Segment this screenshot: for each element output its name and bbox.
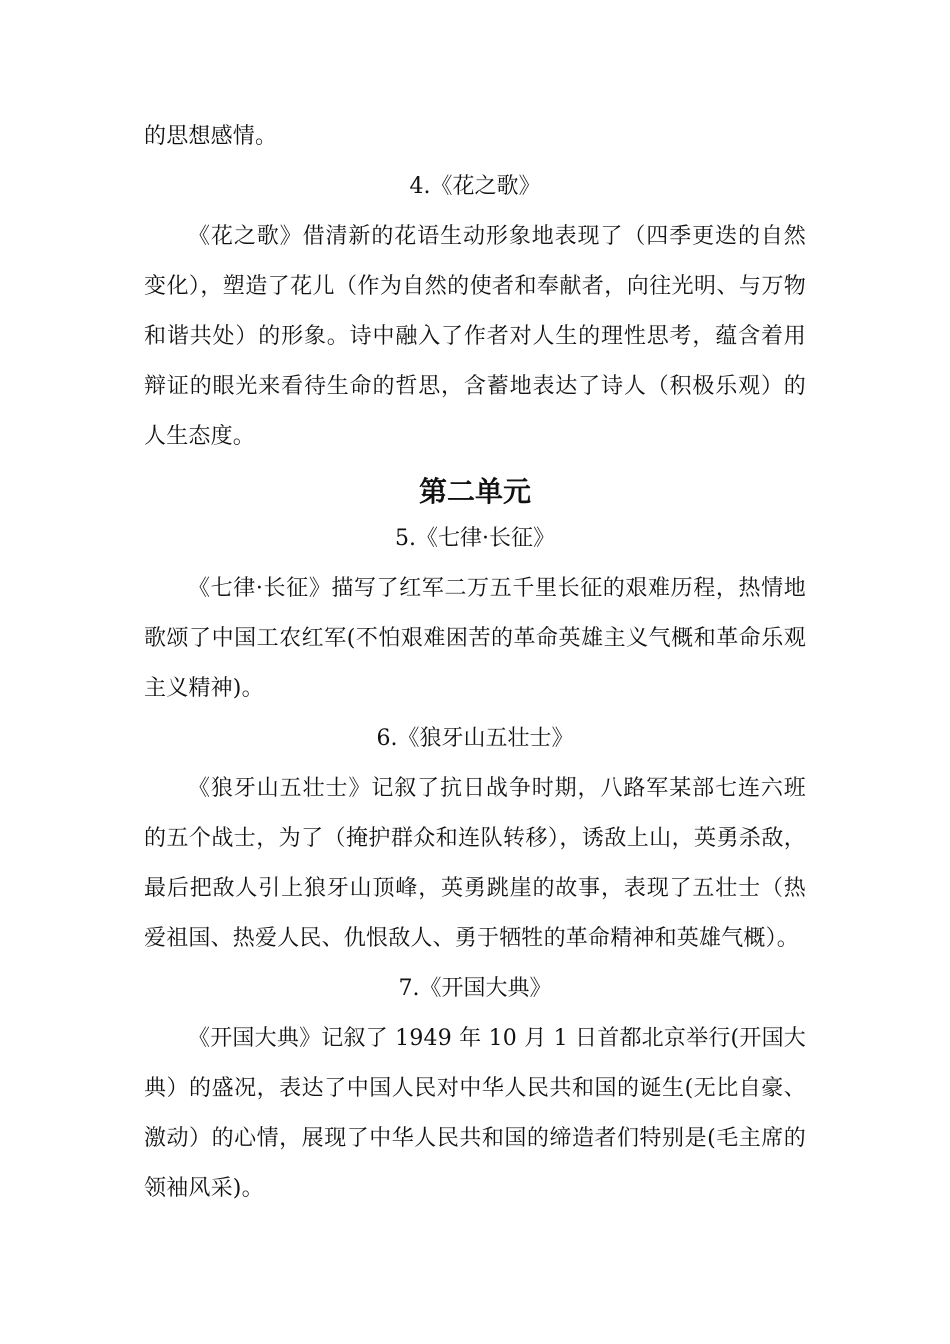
section-body-7: 《开国大典》记叙了 1949 年 10 月 1 日首都北京举行(开国大典）的盛况，表达了中国人民对中华人民共和国的诞生(无比自豪、激动）的心情，展现了中华人民共和国的缔造者们特别是(毛主席的领袖风采)。 <box>144 1026 806 1201</box>
section-title-6: 6.《狼牙山五壮士》 <box>376 726 574 751</box>
section-title-7: 7.《开国大典》 <box>398 976 552 1001</box>
section-body-6: 《狼牙山五壮士》记叙了抗日战争时期，八路军某部七连六班的五个战士，为了（掩护群众和连队转移），诱敌上山，英勇杀敌，最后把敌人引上狼牙山顶峰，英勇跳崖的故事，表现了五壮士（热爱祖国、热爱人民、仇恨敌人、勇于牺牲的革命精神和英雄气概）。 <box>144 776 806 951</box>
section-title-4: 4.《花之歌》 <box>409 174 541 199</box>
document-content <box>144 112 806 1214</box>
unit-heading: 第二单元 <box>418 475 531 508</box>
section-body-4: 《花之歌》借清新的花语生动形象地表现了（四季更迭的自然变化），塑造了花儿（作为自然的使者和奉献者，向往光明、与万物和谐共处）的形象。诗中融入了作者对人生的理性思考，蕴含着用辩证的眼光来看待生命的哲思，含蓄地表达了诗人（积极乐观）的人生态度。 <box>144 224 806 449</box>
section-title-5: 5.《七律·长征》 <box>395 526 555 551</box>
paragraph-continued: 的思想感情。 <box>144 124 278 149</box>
section-body-5: 《七律·长征》描写了红军二万五千里长征的艰难历程，热情地歌颂了中国工农红军(不怕艰难困苦的革命英雄主义气概和革命乐观主义精神)。 <box>144 576 806 701</box>
